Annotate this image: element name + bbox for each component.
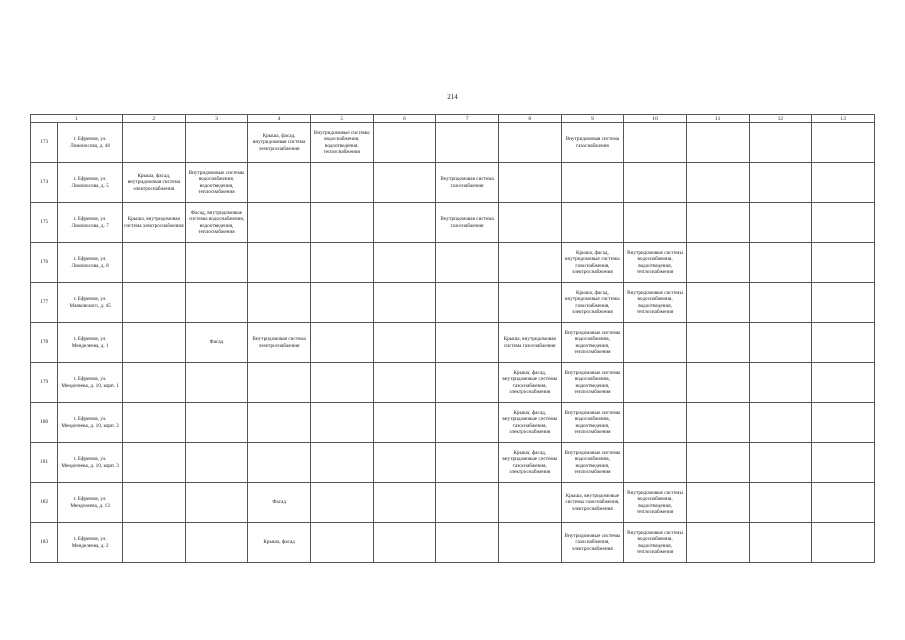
work-cell-c6 [373,283,436,323]
cell-text: г. Ефремов, ул. Менделеева, д. 2 [71,536,109,549]
work-cell-c3 [185,283,248,323]
table-row [31,203,875,243]
work-cell-c12 [749,523,812,563]
work-cell-c8 [498,123,561,163]
work-cell-c4 [248,283,311,323]
work-cell-c4 [248,163,311,203]
column-header-11: 11 [686,115,749,123]
table-row [31,443,875,483]
work-cell-c10 [624,403,687,443]
table-row [31,363,875,403]
work-cell-c7 [436,363,499,403]
work-cell-c3 [185,483,248,523]
work-cell-c13 [812,403,875,443]
work-cell-c9 [561,523,624,563]
table-row [31,483,875,523]
work-cell-c8 [498,323,561,363]
work-cell-c12 [749,483,812,523]
cell-text: Крыша, фасад [263,539,295,546]
table-row [31,523,875,563]
work-cell-c13 [812,323,875,363]
work-cell-c7 [436,523,499,563]
work-cell-c3 [185,363,248,403]
cell-text: Фасад [272,499,286,506]
page-number: 214 [447,93,458,101]
work-cell-c2 [122,283,185,323]
work-cell-c11 [686,203,749,243]
work-cell-c12 [749,323,812,363]
work-cell-c8 [498,483,561,523]
work-cell-c10 [624,523,687,563]
cell-text: Внутридомовые системы водоснабжения, водоотведения, теплоснабжения [627,529,683,555]
table-row [31,283,875,323]
row-number-cell [31,443,58,483]
work-cell-c11 [686,283,749,323]
work-cell-c9 [561,363,624,403]
work-cell-c9 [561,203,624,243]
address-cell [58,523,123,563]
work-cell-c3 [185,403,248,443]
work-cell-c5 [310,483,373,523]
row-number-cell [31,523,58,563]
work-cell-c11 [686,163,749,203]
work-cell-c6 [373,363,436,403]
work-cell-c10 [624,123,687,163]
column-header-1: 1 [31,115,123,123]
cell-text: 174 [40,179,49,186]
column-header-13: 13 [812,115,875,123]
row-number-cell [31,203,58,243]
cell-text: Внутридомовые системы водоснабжения, водоотведения, теплоснабжения [564,449,621,475]
cell-text: Крыша, фасад, внутридомовая система электроснабжения [252,133,306,152]
work-cell-c8 [498,283,561,323]
cell-text: Внутридомовые системы водоснабжения, водоотведения, теплоснабжения [188,169,245,195]
table-row [31,123,875,163]
work-cell-c6 [373,523,436,563]
work-cell-c3 [185,523,248,563]
work-cell-c13 [812,283,875,323]
row-number-cell [31,243,58,283]
cell-text: 175 [40,219,49,226]
address-cell [58,283,123,323]
work-cell-c6 [373,123,436,163]
cell-text: Крыша, внутридомовая система электроснабжения [124,216,184,229]
work-cell-c7 [436,403,499,443]
work-cell-c5 [310,283,373,323]
work-cell-c6 [373,203,436,243]
work-cell-c5 [310,203,373,243]
cell-text: Внутридомовая система газоснабжения [565,136,620,149]
table-row [31,163,875,203]
cell-text: Крыша, фасад, внутридомовые системы газоснабжения, электроснабжения [502,369,558,395]
cell-text: г. Ефремов, ул. Маяковского, д. 45 [69,296,111,309]
work-cell-c4 [248,443,311,483]
cell-text: г. Ефремов, ул. Ломоносова, д. 46 [70,136,111,149]
work-cell-c10 [624,243,687,283]
cell-text: Внутридомовые системы водоснабжения, водоотведения, теплоснабжения [627,289,683,315]
work-cell-c2 [122,483,185,523]
work-cell-c9 [561,163,624,203]
work-cell-c11 [686,403,749,443]
work-cell-c7 [436,323,499,363]
cell-text: Внутридомовая система газоснабжения [440,216,494,229]
column-header-10: 10 [624,115,687,123]
work-cell-c2 [122,523,185,563]
work-cell-c2 [122,403,185,443]
work-cell-c4 [248,203,311,243]
cell-text: Внутридомовая система электроснабжения [252,336,306,349]
address-cell [58,203,123,243]
work-cell-c8 [498,523,561,563]
work-cell-c11 [686,123,749,163]
work-cell-c2 [122,323,185,363]
row-number-cell [31,403,58,443]
work-cell-c11 [686,523,749,563]
work-cell-c2 [122,163,185,203]
work-cell-c9 [561,123,624,163]
cell-text: Внутридомовые системы водоснабжения, водоотведения, теплоснабжения [564,409,621,435]
work-cell-c2 [122,443,185,483]
cell-text: г. Ефремов, ул. Менделеева, д. 10, корп. 1 [61,376,119,389]
work-cell-c5 [310,443,373,483]
cell-text: Внутридомовые системы водоснабжения, водоотведения, теплоснабжения [627,489,683,515]
work-cell-c5 [310,163,373,203]
cell-text: Внутридомовые системы водоснабжения, водоотведения, теплоснабжения [564,369,621,395]
work-cell-c11 [686,363,749,403]
work-cell-c5 [310,323,373,363]
work-cell-c6 [373,163,436,203]
work-cell-c12 [749,363,812,403]
work-cell-c12 [749,163,812,203]
work-cell-c11 [686,483,749,523]
work-cell-c10 [624,483,687,523]
address-cell [58,243,123,283]
address-cell [58,403,123,443]
column-header-3: 3 [185,115,248,123]
column-header-5: 5 [310,115,373,123]
address-cell [58,483,123,523]
work-cell-c7 [436,163,499,203]
work-cell-c8 [498,363,561,403]
cell-text: 180 [40,419,49,426]
cell-text: г. Ефремов, ул. Ломоносова, д. 5 [71,176,109,189]
repair-schedule-table [30,114,875,563]
work-cell-c5 [310,523,373,563]
cell-text: г. Ефремов, ул. Ломоносова, д. 8 [71,256,109,269]
address-cell [58,443,123,483]
column-header-12: 12 [749,115,812,123]
cell-text: 179 [40,379,49,386]
work-cell-c12 [749,123,812,163]
work-cell-c4 [248,243,311,283]
work-cell-c10 [624,443,687,483]
row-number-cell [31,163,58,203]
work-cell-c2 [122,123,185,163]
work-cell-c6 [373,403,436,443]
cell-text: Внутридомовые системы водоснабжения, водоотведения, теплоснабжения [627,249,683,275]
work-cell-c9 [561,283,624,323]
work-cell-c10 [624,283,687,323]
work-cell-c7 [436,443,499,483]
work-cell-c4 [248,323,311,363]
cell-text: г. Ефремов, ул. Менделеева, д. 10, корп. 3 [61,456,119,469]
table-body [31,123,875,563]
work-cell-c11 [686,323,749,363]
work-cell-c2 [122,363,185,403]
column-header-6: 6 [373,115,436,123]
work-cell-c9 [561,243,624,283]
work-cell-c13 [812,443,875,483]
work-cell-c12 [749,283,812,323]
cell-text: Внутридомовые системы газоснабжения, электроснабжения [564,533,621,552]
cell-text: Крыша, фасад, внутридомовая система электроснабжения [127,173,181,192]
row-number-cell [31,123,58,163]
work-cell-c3 [185,203,248,243]
work-cell-c5 [310,243,373,283]
work-cell-c7 [436,203,499,243]
work-cell-c13 [812,483,875,523]
address-cell [58,363,123,403]
work-cell-c5 [310,403,373,443]
work-cell-c13 [812,523,875,563]
work-cell-c13 [812,363,875,403]
cell-text: Фасад, внутридомовые системы водоснабжения, водоотведения, теплоснабжения [188,209,245,235]
cell-text: 182 [40,499,49,506]
cell-text: Внутридомовые системы водоснабжения, водоотведения, теплоснабжения [564,329,621,355]
work-cell-c7 [436,283,499,323]
work-cell-c9 [561,403,624,443]
work-cell-c3 [185,163,248,203]
cell-text: 177 [40,299,49,306]
address-cell [58,123,123,163]
work-cell-c10 [624,163,687,203]
cell-text: 178 [40,339,49,346]
cell-text: Крыша, внутридомовые системы газоснабжения, электроснабжения [565,493,620,512]
work-cell-c12 [749,403,812,443]
work-cell-c8 [498,203,561,243]
work-cell-c8 [498,163,561,203]
work-cell-c7 [436,123,499,163]
column-header-9: 9 [561,115,624,123]
work-cell-c5 [310,363,373,403]
work-cell-c9 [561,323,624,363]
row-number-cell [31,323,58,363]
table-row [31,243,875,283]
work-cell-c8 [498,443,561,483]
work-cell-c12 [749,243,812,283]
cell-text: Крыша, внутридомовая система газоснабжения [503,336,556,349]
column-header-4: 4 [248,115,311,123]
work-cell-c3 [185,323,248,363]
column-header-2: 2 [122,115,185,123]
cell-text: г. Ефремов, ул. Менделеева, д. 1 [71,336,109,349]
work-cell-c4 [248,363,311,403]
work-cell-c9 [561,443,624,483]
work-cell-c5 [310,123,373,163]
work-cell-c7 [436,243,499,283]
cell-text: Крыша, фасад, внутридомовые системы газоснабжения, электроснабжения [502,409,558,435]
work-cell-c4 [248,483,311,523]
work-cell-c4 [248,523,311,563]
work-cell-c2 [122,203,185,243]
work-cell-c10 [624,203,687,243]
work-cell-c6 [373,483,436,523]
work-cell-c6 [373,443,436,483]
work-cell-c11 [686,243,749,283]
cell-text: г. Ефремов, ул. Менделеева, д. 13 [70,496,110,509]
cell-text: 183 [40,539,49,546]
cell-text: Крыша, фасад, внутридомовые системы газоснабжения, электроснабжения [565,289,620,315]
column-header-7: 7 [436,115,499,123]
cell-text: 173 [40,139,49,146]
work-cell-c7 [436,483,499,523]
row-number-cell [31,483,58,523]
work-cell-c2 [122,243,185,283]
address-cell [58,163,123,203]
table-row [31,323,875,363]
work-cell-c13 [812,163,875,203]
work-cell-c10 [624,323,687,363]
cell-text: г. Ефремов, ул. Менделеева, д. 10, корп. 2 [61,416,119,429]
work-cell-c8 [498,243,561,283]
cell-text: Внутридомовая система газоснабжения [440,176,494,189]
header-row [31,115,875,123]
work-cell-c10 [624,363,687,403]
address-cell [58,323,123,363]
row-number-cell [31,283,58,323]
work-cell-c4 [248,123,311,163]
work-cell-c13 [812,243,875,283]
work-cell-c6 [373,243,436,283]
row-number-cell [31,363,58,403]
cell-text: Фасад [209,339,224,346]
table-row [31,403,875,443]
work-cell-c9 [561,483,624,523]
work-cell-c13 [812,203,875,243]
cell-text: Крыша, фасад, внутридомовые системы газоснабжения, электроснабжения [565,249,620,275]
work-cell-c11 [686,443,749,483]
work-cell-c3 [185,443,248,483]
work-cell-c12 [749,443,812,483]
cell-text: 181 [40,459,49,466]
cell-text: Внутридомовые системы водоснабжения, водоотведения, теплоснабжения [313,129,370,155]
work-cell-c12 [749,203,812,243]
work-cell-c8 [498,403,561,443]
cell-text: Крыша, фасад, внутридомовые системы газоснабжения, электроснабжения [502,449,558,475]
work-cell-c4 [248,403,311,443]
work-cell-c6 [373,323,436,363]
column-header-8: 8 [498,115,561,123]
cell-text: 176 [40,259,49,266]
work-cell-c3 [185,243,248,283]
work-cell-c3 [185,123,248,163]
cell-text: г. Ефремов, ул. Ломоносова, д. 7 [71,216,109,229]
work-cell-c13 [812,123,875,163]
